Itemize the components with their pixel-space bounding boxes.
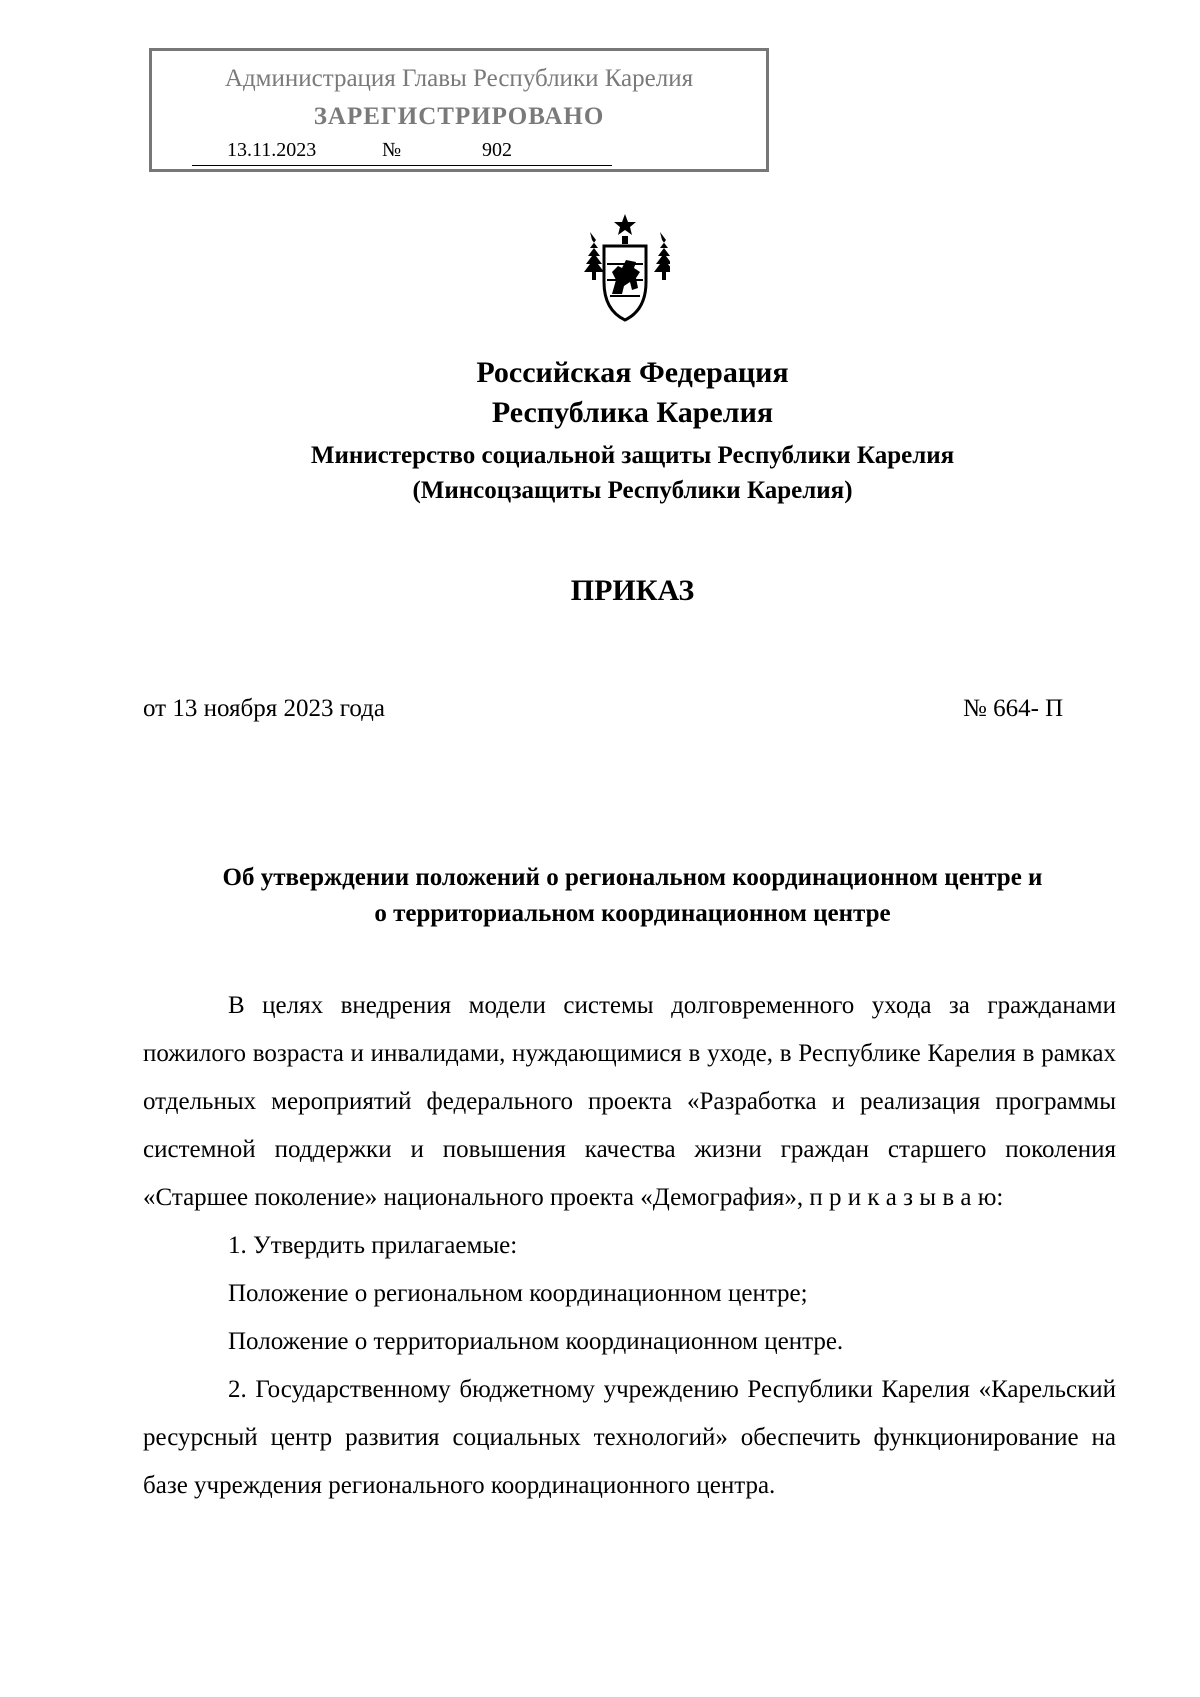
header-ministry: Министерство социальной защиты Республики Карелия (310, 442, 955, 469)
header-ministry-short: (Минсоцзащиты Республики Карелия) (412, 477, 853, 504)
order-subject (150, 860, 1115, 932)
body-paragraph-item-2: 2. Государственному бюджетному учреждению Республики Карелия «Карельский ресурсный центр развития социальных технологий» обеспечить функционирование на базе учреждения регионального координационного центра. (143, 1376, 1116, 1499)
document-type-title: ПРИКАЗ (570, 574, 695, 607)
stamp-number: 902 (482, 139, 512, 161)
header-country: Российская Федерация (476, 356, 789, 389)
order-date: от 13 ноября 2023 года (143, 695, 385, 722)
stamp-date: 13.11.2023 (227, 139, 317, 161)
body-paragraph-preamble: В целях внедрения модели системы долговременного ухода за гражданами пожилого возраста и инвалидами, нуждающимися в уходе, в Республике Карелия в рамках отдельных мероприятий федерального проекта «Разработка и реализация программы системной поддержки и повышения качества жизни граждан старшего поколения «Старшее поколение» национального проекта «Демография», п р и к а з ы в а ю: (143, 992, 1116, 1211)
subject-line-2: о территориальном координационном центре (374, 900, 891, 927)
header-republic: Республика Карелия (491, 396, 774, 429)
stamp-registration-line (192, 137, 612, 166)
registration-stamp (149, 48, 769, 172)
order-number: № 664- П (963, 695, 1064, 722)
stamp-registered-label: ЗАРЕГИСТРИРОВАНО (313, 103, 605, 130)
karelia-coat-of-arms-icon (580, 212, 670, 324)
stamp-administration-label: Администрация Главы Республики Карелия (224, 65, 694, 92)
order-body (143, 982, 1116, 1510)
body-paragraph-item-1: 1. Утвердить прилагаемые: (228, 1232, 518, 1259)
body-paragraph-regulation-regional: Положение о региональном координационном центре; (228, 1280, 808, 1307)
subject-line-1: Об утверждении положений о региональном координационном центре и (222, 864, 1043, 891)
stamp-number-sign: № (382, 139, 402, 161)
body-paragraph-regulation-territorial: Положение о территориальном координационном центре. (228, 1328, 844, 1355)
